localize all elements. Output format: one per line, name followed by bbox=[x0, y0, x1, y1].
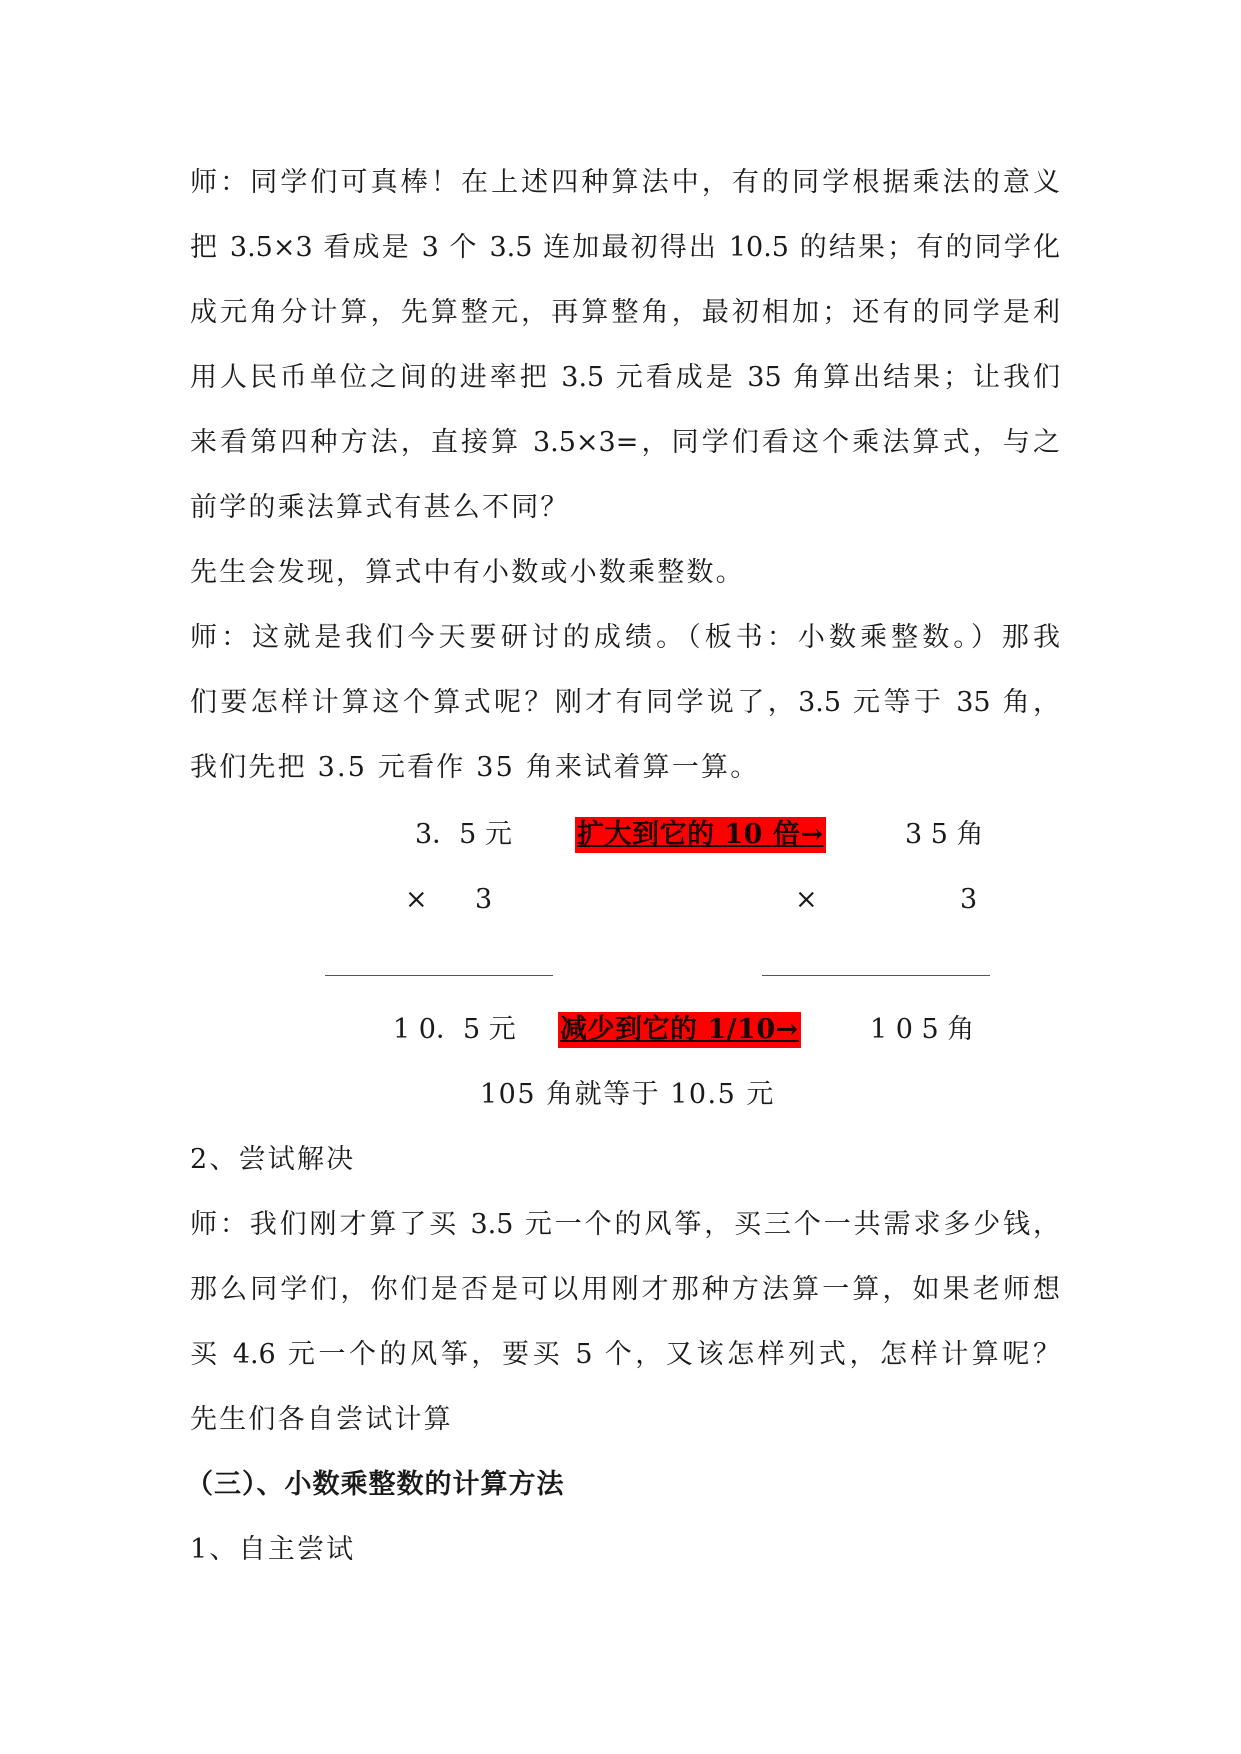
calc-right-mult: 3 bbox=[960, 884, 978, 915]
paragraph-line: 买 4.6 元一个的风筝，要买 5 个，又该怎样列式，怎样计算呢？ bbox=[190, 1339, 1060, 1370]
paragraph-line: 我们先把 3.5 元看作 35 角来试着算一算。 bbox=[190, 752, 760, 783]
calc-conclusion: 105 角就等于 10.5 元 bbox=[480, 1079, 775, 1110]
calc-left-mult: 3 bbox=[475, 884, 493, 915]
calc-arrow-bottom: 减少到它的 1/10→ bbox=[558, 1012, 801, 1048]
paragraph-line: 师：这就是我们今天要研讨的成绩。（板书：小数乘整数。）那我 bbox=[190, 622, 1060, 653]
calc-right-rule bbox=[762, 975, 990, 976]
calc-right-top: 3 5 角 bbox=[905, 819, 984, 850]
calc-left-result: 1 0．5 元 bbox=[393, 1014, 516, 1045]
paragraph-line: 前学的乘法算式有甚么不同？ bbox=[190, 492, 570, 523]
subsection-title: 1、自主尝试 bbox=[190, 1534, 356, 1565]
calc-right-times: × bbox=[795, 884, 818, 915]
student-answer: 先生会发现，算式中有小数或小数乘整数。 bbox=[190, 557, 745, 588]
section-heading: （三）、小数乘整数的计算方法 bbox=[186, 1469, 565, 1500]
paragraph-line: 用人民币单位之间的进率把 3.5 元看成是 35 角算出结果；让我们 bbox=[190, 362, 1060, 393]
calc-arrow-top: 扩大到它的 10 倍→ bbox=[575, 817, 826, 853]
paragraph-line: 成元角分计算，先算整元，再算整角，最初相加；还有的同学是利 bbox=[190, 297, 1060, 328]
calc-left-times: × bbox=[405, 884, 428, 915]
paragraph-line: 们要怎样计算这个算式呢？刚才有同学说了，3.5 元等于 35 角， bbox=[190, 687, 1060, 718]
calc-left-top: 3．5 元 bbox=[415, 819, 512, 850]
student-try: 先生们各自尝试计算 bbox=[190, 1404, 453, 1435]
paragraph-line: 把 3.5×3 看成是 3 个 3.5 连加最初得出 10.5 的结果；有的同学化 bbox=[190, 232, 1060, 263]
calc-right-result: 1 0 5 角 bbox=[870, 1014, 975, 1045]
calc-left-rule bbox=[325, 975, 553, 976]
section-title: 2、尝试解决 bbox=[190, 1144, 356, 1175]
paragraph-line: 那么同学们，你们是否是可以用刚才那种方法算一算，如果老师想 bbox=[190, 1274, 1060, 1305]
paragraph-line: 来看第四种方法，直接算 3.5×3=，同学们看这个乘法算式，与之 bbox=[190, 427, 1060, 458]
paragraph-line: 师：同学们可真棒！在上述四种算法中，有的同学根据乘法的意义 bbox=[190, 167, 1060, 198]
paragraph-line: 师：我们刚才算了买 3.5 元一个的风筝，买三个一共需求多少钱， bbox=[190, 1209, 1060, 1240]
